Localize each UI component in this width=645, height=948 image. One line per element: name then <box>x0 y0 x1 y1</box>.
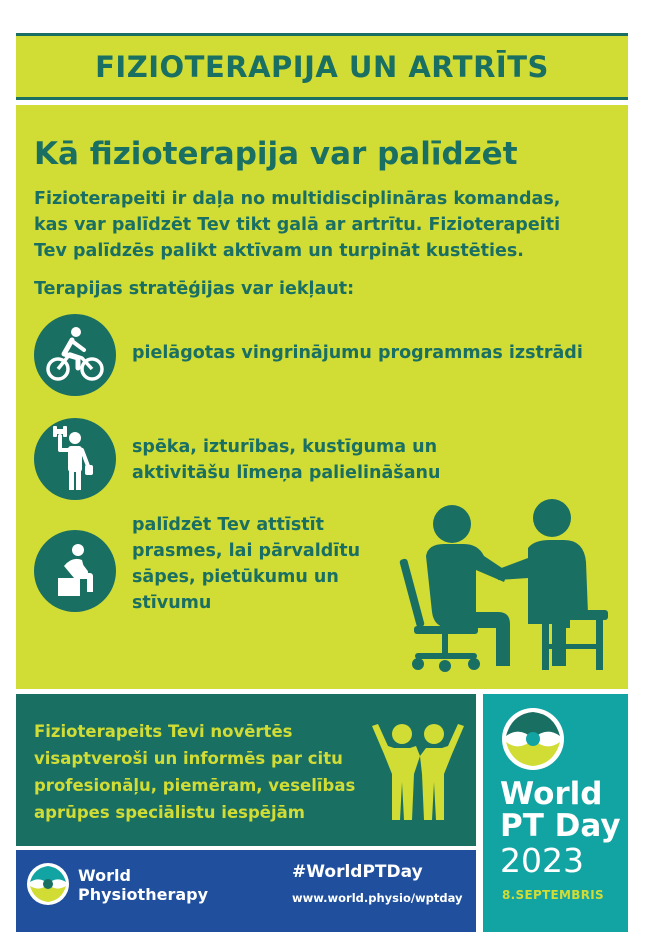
strategies-label: Terapijas stratēģijas var iekļaut: <box>34 279 355 299</box>
website-link[interactable]: www.world.physio/wptday <box>292 891 463 905</box>
intro-line: kas var palīdzēt Tev tikt galā ar artrītu. Fizioterapeiti <box>34 215 561 235</box>
section-heading: Kā fizioterapija var palīdzēt <box>34 136 518 172</box>
assessment-text <box>34 718 364 826</box>
two-people-cheering-icon <box>366 716 470 828</box>
hashtag: #WorldPTDay <box>292 862 423 882</box>
ptday-title-line: World <box>500 776 603 812</box>
assessment-line: Fizioterapeits Tevi novērtēs <box>34 722 293 741</box>
assessment-line: aprūpes speciālistu iespējām <box>34 803 305 822</box>
strategy-line: pielāgotas vingrinājumu programmas izstrādi <box>132 343 583 363</box>
strategy-item-text <box>132 340 612 366</box>
organization-name <box>78 866 208 904</box>
seated-pain-icon <box>34 530 116 612</box>
dumbbell-icon <box>34 418 116 500</box>
page-title: FIZIOTERAPIJA UN ARTRĪTS <box>95 49 549 84</box>
intro-line: Fizioterapeiti ir daļa no multidisciplināras komandas, <box>34 189 561 209</box>
intro-line: Tev palīdzēs palikt aktīvam un turpināt kustēties. <box>34 241 524 261</box>
organization-name-line: World <box>78 866 131 885</box>
organization-name-line: Physiotherapy <box>78 885 209 904</box>
consultation-illustration <box>388 496 614 678</box>
cyclist-icon <box>34 314 116 396</box>
strategy-item-text <box>132 512 392 616</box>
ptday-logo-icon <box>500 706 566 772</box>
assessment-line: visaptveroši un informēs par citu <box>34 749 343 768</box>
strategy-item-text <box>132 434 472 486</box>
strategy-line: sāpes, pietūkumu un <box>132 567 339 587</box>
intro-paragraph <box>34 186 614 264</box>
strategy-line: spēka, izturības, kustīguma un <box>132 437 438 457</box>
ptday-year: 2023 <box>500 841 584 880</box>
strategy-line: palīdzēt Tev attīstīt <box>132 515 325 535</box>
strategy-line: stīvumu <box>132 593 212 613</box>
ptday-title-line: PT Day <box>500 808 621 844</box>
title-bar <box>16 33 628 100</box>
ptday-date: 8.SEPTEMBRIS <box>502 888 604 902</box>
strategy-line: prasmes, lai pārvaldītu <box>132 541 361 561</box>
assessment-line: profesionāļu, piemēram, veselības <box>34 776 356 795</box>
strategy-line: aktivitāšu līmeņa palielināšanu <box>132 463 441 483</box>
world-physiotherapy-logo-icon <box>26 862 70 906</box>
